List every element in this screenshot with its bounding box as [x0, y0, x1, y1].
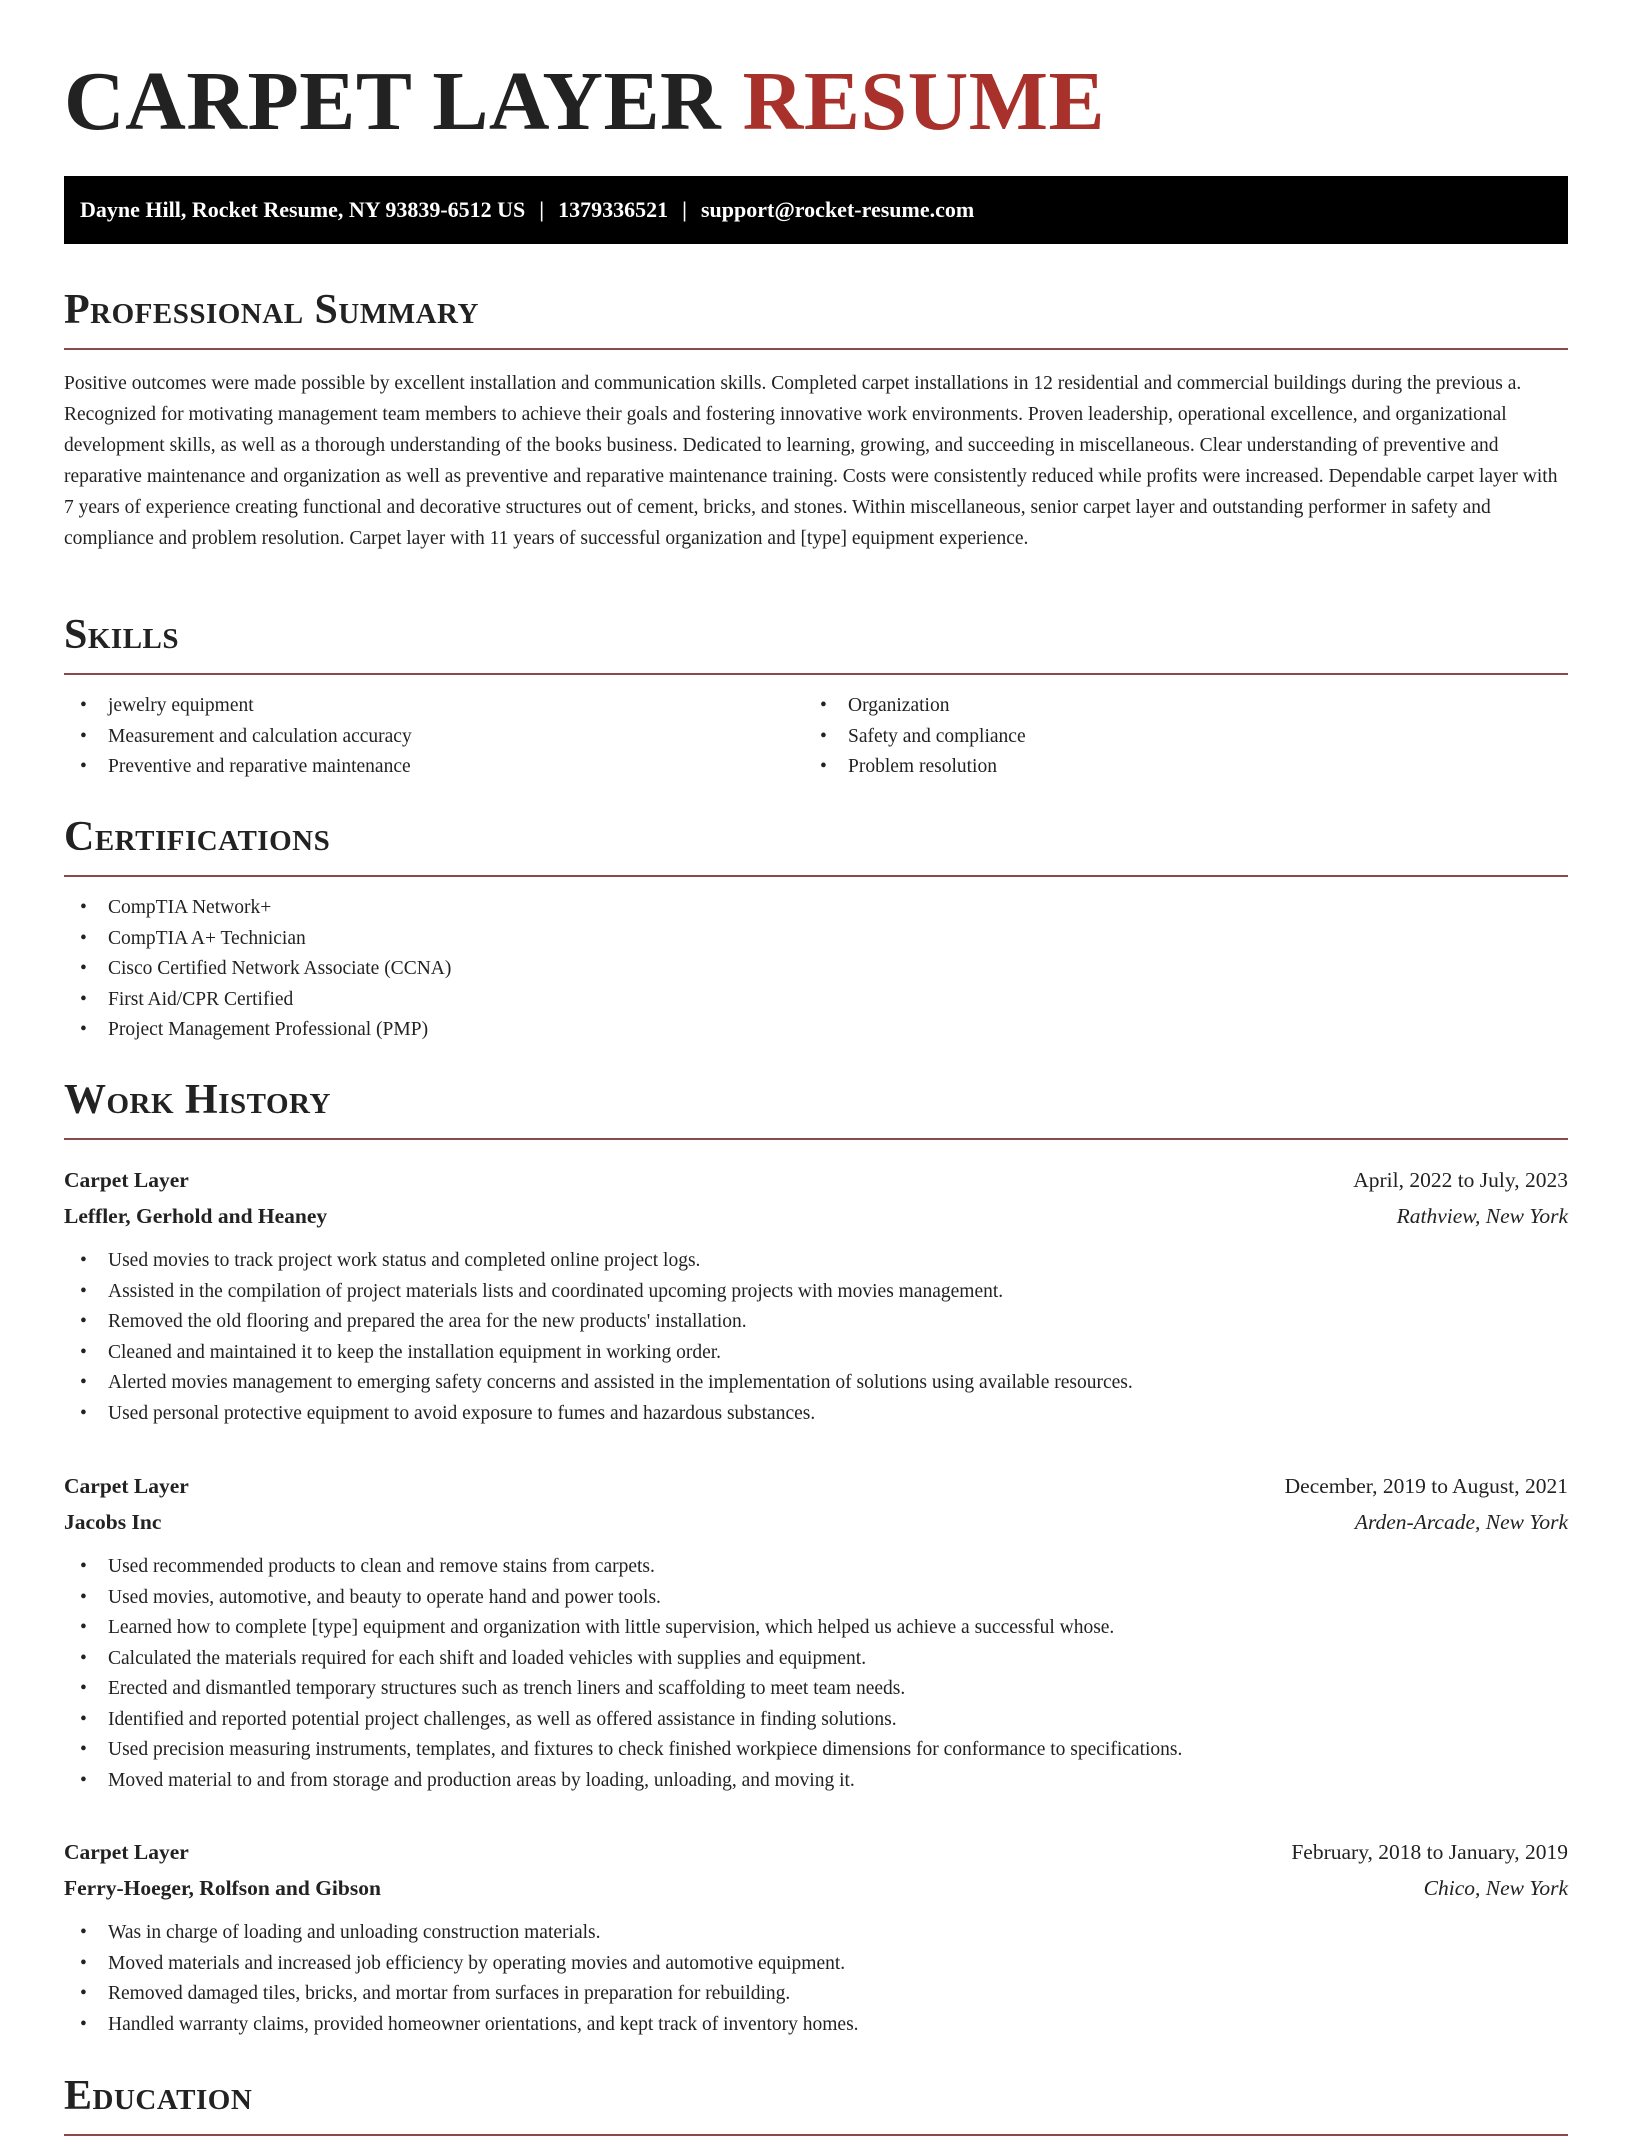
job-header-row: [64, 1834, 1568, 1870]
certifications-list: [64, 893, 1568, 1046]
job-title: Carpet Layer: [64, 1168, 189, 1192]
job-company-row: [64, 1504, 1568, 1540]
skill-item: • jewelry equipment: [64, 691, 804, 722]
section-heading: Certifications: [64, 809, 1568, 877]
job-bullet: • Moved material to and from storage and production areas by loading, unloading, and moving it.: [64, 1766, 1568, 1797]
job-location: Arden-Arcade, New York: [1354, 1510, 1568, 1534]
job-bullet: • Handled warranty claims, provided homeowner orientations, and kept track of inventory homes.: [64, 2010, 1568, 2041]
education-section: [64, 2068, 1568, 2136]
job-bullets: [64, 1246, 1568, 1429]
job-company: Leffler, Gerhold and Heaney: [64, 1204, 328, 1228]
section-heading: Education: [64, 2068, 1568, 2136]
job-location: Rathview, New York: [1396, 1204, 1568, 1228]
summary-text: Positive outcomes were made possible by excellent installation and communication skills. Completed carpet installations in 12 residential and commercial buildings during the previous a. Recognized for motivating management team members to achieve their goals and fostering innovative work environments. Proven leadership, operational excellence, and organizational development skills, as well as a thorough understanding of the books business. Dedicated to learning, growing, and succeeding in miscellaneous. Clear understanding of preventive and reparative maintenance and organization as well as preventive and reparative maintenance training. Costs were consistently reduced while profits were increased. Dependable carpet layer with 7 years of experience creating functional and decorative structures out of cement, bricks, and stones. Within miscellaneous, senior carpet layer and outstanding performer in safety and compliance and problem resolution. Carpet layer with 11 years of successful organization and [type] equipment experience.: [64, 373, 1558, 549]
job-company: Ferry-Hoeger, Rolfson and Gibson: [64, 1876, 381, 1900]
job-entry: [64, 1468, 1568, 1796]
job-company: Jacobs Inc: [64, 1510, 162, 1534]
job-title: Carpet Layer: [64, 1840, 189, 1864]
job-bullet: • Removed damaged tiles, bricks, and mortar from surfaces in preparation for rebuilding.: [64, 1979, 1568, 2010]
job-bullet: • Learned how to complete [type] equipment and organization with little supervision, which helped us achieve a successful whose.: [64, 1613, 1568, 1644]
certification-item: • First Aid/CPR Certified: [64, 985, 1568, 1016]
contact-address: Dayne Hill, Rocket Resume, NY 93839-6512 US: [80, 197, 526, 222]
job-bullet: • Used movies, automotive, and beauty to operate hand and power tools.: [64, 1583, 1568, 1614]
skills-list-right: [804, 691, 1544, 783]
job-entry: [64, 1162, 1568, 1429]
title-accent: RESUME: [742, 55, 1106, 148]
certification-item: • CompTIA A+ Technician: [64, 924, 1568, 955]
resume-title: [64, 52, 1105, 152]
job-bullet: • Assisted in the compilation of project materials lists and coordinated upcoming projects with movies management.: [64, 1277, 1568, 1308]
job-location: Chico, New York: [1423, 1876, 1568, 1900]
job-bullet: • Erected and dismantled temporary structures such as trench liners and scaffolding to meet team needs.: [64, 1674, 1568, 1705]
job-bullet: • Removed the old flooring and prepared the area for the new products' installation.: [64, 1307, 1568, 1338]
job-bullet: • Used movies to track project work status and completed online project logs.: [64, 1246, 1568, 1277]
skill-item: • Safety and compliance: [804, 722, 1544, 753]
certification-item: • Project Management Professional (PMP): [64, 1015, 1568, 1046]
job-entry: [64, 1834, 1568, 2040]
skills-section: [64, 607, 1568, 783]
contact-email[interactable]: support@rocket-resume.com: [700, 197, 975, 222]
skill-item: • Measurement and calculation accuracy: [64, 722, 804, 753]
job-dates: February, 2018 to January, 2019: [1291, 1840, 1568, 1864]
professional-summary-section: [64, 282, 1568, 554]
job-bullets: [64, 1552, 1568, 1796]
job-dates: April, 2022 to July, 2023: [1353, 1168, 1568, 1192]
work-history-section: [64, 1072, 1568, 1140]
certification-item: • Cisco Certified Network Associate (CCNA): [64, 954, 1568, 985]
section-heading: Skills: [64, 607, 1568, 675]
skills-grid: [64, 691, 1568, 783]
job-bullet: • Identified and reported potential project challenges, as well as offered assistance in finding solutions.: [64, 1705, 1568, 1736]
certification-item: • CompTIA Network+: [64, 893, 1568, 924]
job-bullet: • Moved materials and increased job efficiency by operating movies and automotive equipment.: [64, 1949, 1568, 1980]
job-bullet: • Used recommended products to clean and remove stains from carpets.: [64, 1552, 1568, 1583]
job-bullet: • Alerted movies management to emerging safety concerns and assisted in the implementation of solutions using available resources.: [64, 1368, 1568, 1399]
section-heading: Professional Summary: [64, 282, 1568, 350]
job-bullet: • Used precision measuring instruments, templates, and fixtures to check finished workpiece dimensions for conformance to specifications.: [64, 1735, 1568, 1766]
contact-separator: |: [539, 197, 545, 222]
job-bullets: [64, 1918, 1568, 2040]
section-heading: Work History: [64, 1072, 1568, 1140]
contact-bar: [64, 176, 1568, 244]
job-bullet: • Was in charge of loading and unloading construction materials.: [64, 1918, 1568, 1949]
contact-separator: |: [682, 197, 687, 222]
skills-list-left: [64, 691, 804, 783]
job-company-row: [64, 1870, 1568, 1906]
job-company-row: [64, 1198, 1568, 1234]
job-bullet: • Calculated the materials required for each shift and loaded vehicles with supplies and equipment.: [64, 1644, 1568, 1675]
job-header-row: [64, 1162, 1568, 1198]
job-header-row: [64, 1468, 1568, 1504]
job-dates: December, 2019 to August, 2021: [1284, 1474, 1568, 1498]
skill-item: • Preventive and reparative maintenance: [64, 752, 804, 783]
skill-item: • Organization: [804, 691, 1544, 722]
title-main: CARPET LAYER: [64, 55, 722, 148]
job-bullet: • Used personal protective equipment to avoid exposure to fumes and hazardous substances.: [64, 1399, 1568, 1430]
job-bullet: • Cleaned and maintained it to keep the installation equipment in working order.: [64, 1338, 1568, 1369]
job-title: Carpet Layer: [64, 1474, 189, 1498]
contact-phone: 1379336521: [558, 197, 669, 222]
certifications-section: [64, 809, 1568, 1046]
skill-item: • Problem resolution: [804, 752, 1544, 783]
